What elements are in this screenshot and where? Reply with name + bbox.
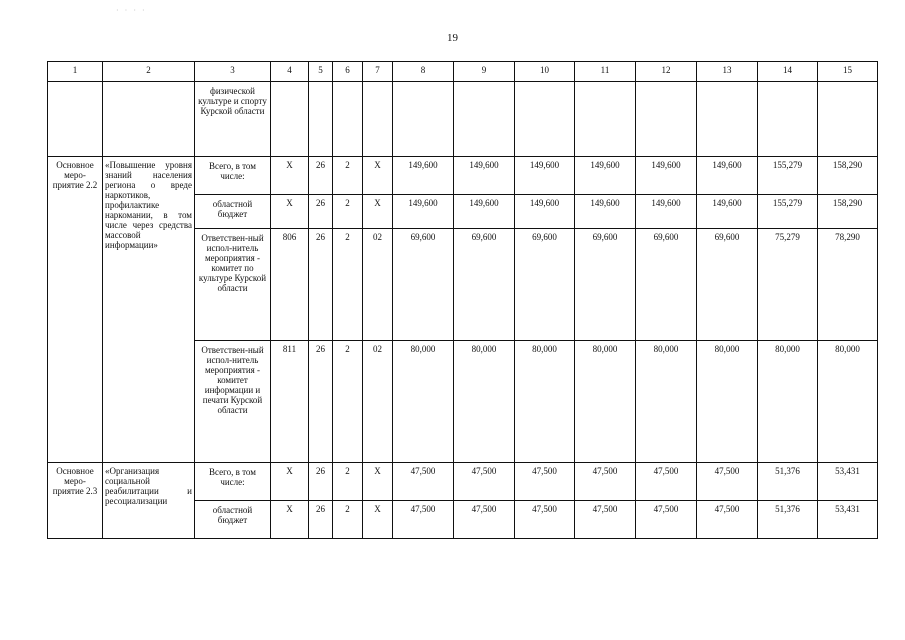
header-cell: 12 [636, 62, 697, 82]
funding-source-cell: Всего, в том числе: [195, 463, 271, 501]
code-cell: 2 [333, 463, 363, 501]
amount-cell: 80,000 [454, 341, 515, 463]
funding-source-cell: областной бюджет [195, 195, 271, 229]
table-cell [515, 82, 575, 157]
table-row [48, 157, 878, 195]
table-row [48, 463, 878, 501]
amount-cell: 149,600 [636, 157, 697, 195]
code-cell: X [271, 157, 309, 195]
amount-cell: 80,000 [575, 341, 636, 463]
code-cell: 26 [309, 157, 333, 195]
measure-name-text: «Повышение уровня знаний населения региона о вреде наркотиков, профилактике наркомании, в том числе через средства массовой информации» [105, 160, 192, 250]
amount-cell: 47,500 [454, 463, 515, 501]
amount-cell: 155,279 [758, 195, 818, 229]
code-cell: 2 [333, 341, 363, 463]
table-row [48, 82, 878, 157]
measure-number-cell: Основное меро-приятие 2.3 [48, 463, 103, 539]
amount-cell: 80,000 [393, 341, 454, 463]
code-cell: X [363, 195, 393, 229]
code-cell: 2 [333, 501, 363, 539]
header-cell: 5 [309, 62, 333, 82]
table-body [48, 62, 878, 539]
amount-cell: 69,600 [636, 229, 697, 341]
amount-cell: 47,500 [454, 501, 515, 539]
header-cell: 14 [758, 62, 818, 82]
header-cell: 3 [195, 62, 271, 82]
code-cell: 26 [309, 501, 333, 539]
funding-source-cell: областной бюджет [195, 501, 271, 539]
amount-cell: 53,431 [818, 463, 878, 501]
budget-table [47, 61, 878, 539]
amount-cell: 51,376 [758, 501, 818, 539]
code-cell: 806 [271, 229, 309, 341]
code-cell: X [363, 463, 393, 501]
amount-cell: 80,000 [818, 341, 878, 463]
amount-cell: 69,600 [454, 229, 515, 341]
table-cell [363, 82, 393, 157]
amount-cell: 75,279 [758, 229, 818, 341]
code-cell: 26 [309, 229, 333, 341]
amount-cell: 47,500 [515, 501, 575, 539]
amount-cell: 149,600 [393, 157, 454, 195]
header-cell: 13 [697, 62, 758, 82]
table-cell [758, 82, 818, 157]
table-cell [271, 82, 309, 157]
page-number: 19 [447, 32, 458, 44]
code-cell: X [271, 463, 309, 501]
amount-cell: 80,000 [636, 341, 697, 463]
scan-mark: · · · · [116, 6, 147, 15]
amount-cell: 149,600 [515, 195, 575, 229]
amount-cell: 80,000 [758, 341, 818, 463]
table-header-row [48, 62, 878, 82]
amount-cell: 47,500 [697, 463, 758, 501]
table-cell [103, 82, 195, 157]
amount-cell: 47,500 [393, 501, 454, 539]
header-cell: 15 [818, 62, 878, 82]
table-cell [697, 82, 758, 157]
code-cell: 2 [333, 157, 363, 195]
amount-cell: 149,600 [575, 195, 636, 229]
table-cell: физической культуре и спорту Курской области [195, 82, 271, 157]
code-cell: X [363, 501, 393, 539]
measure-name-cell [103, 463, 195, 539]
amount-cell: 149,600 [697, 195, 758, 229]
header-cell: 9 [454, 62, 515, 82]
code-cell: 811 [271, 341, 309, 463]
header-cell: 6 [333, 62, 363, 82]
code-cell: 26 [309, 195, 333, 229]
amount-cell: 149,600 [454, 195, 515, 229]
header-cell: 2 [103, 62, 195, 82]
code-cell: 02 [363, 229, 393, 341]
table-cell [48, 82, 103, 157]
amount-cell: 149,600 [636, 195, 697, 229]
header-cell: 4 [271, 62, 309, 82]
amount-cell: 78,290 [818, 229, 878, 341]
table-cell [575, 82, 636, 157]
table-cell [333, 82, 363, 157]
amount-cell: 47,500 [515, 463, 575, 501]
code-cell: 2 [333, 229, 363, 341]
header-cell: 8 [393, 62, 454, 82]
code-cell: 2 [333, 195, 363, 229]
amount-cell: 158,290 [818, 157, 878, 195]
table-cell [454, 82, 515, 157]
table-cell [818, 82, 878, 157]
amount-cell: 149,600 [515, 157, 575, 195]
amount-cell: 69,600 [515, 229, 575, 341]
amount-cell: 69,600 [697, 229, 758, 341]
code-cell: 26 [309, 463, 333, 501]
amount-cell: 53,431 [818, 501, 878, 539]
table-cell [393, 82, 454, 157]
code-cell: 26 [309, 341, 333, 463]
amount-cell: 51,376 [758, 463, 818, 501]
amount-cell: 47,500 [697, 501, 758, 539]
amount-cell: 69,600 [575, 229, 636, 341]
amount-cell: 149,600 [454, 157, 515, 195]
amount-cell: 149,600 [697, 157, 758, 195]
code-cell: X [363, 157, 393, 195]
amount-cell: 47,500 [393, 463, 454, 501]
amount-cell: 158,290 [818, 195, 878, 229]
funding-source-cell: Ответствен-ный испол-нитель мероприятия - комитет информации и печати Курской области [195, 341, 271, 463]
measure-number-cell: Основное меро-приятие 2.2 [48, 157, 103, 463]
header-cell: 1 [48, 62, 103, 82]
code-cell: 02 [363, 341, 393, 463]
table-cell [636, 82, 697, 157]
amount-cell: 155,279 [758, 157, 818, 195]
funding-source-cell: Всего, в том числе: [195, 157, 271, 195]
amount-cell: 149,600 [575, 157, 636, 195]
header-cell: 11 [575, 62, 636, 82]
measure-name-text: «Организация социальной реабилитации и ресоциализации [105, 466, 192, 506]
table-cell [309, 82, 333, 157]
amount-cell: 80,000 [515, 341, 575, 463]
amount-cell: 80,000 [697, 341, 758, 463]
header-cell: 7 [363, 62, 393, 82]
amount-cell: 47,500 [636, 501, 697, 539]
measure-name-cell [103, 157, 195, 463]
amount-cell: 47,500 [575, 463, 636, 501]
code-cell: X [271, 195, 309, 229]
funding-source-cell: Ответствен-ный испол-нитель мероприятия - комитет по культуре Курской области [195, 229, 271, 341]
amount-cell: 47,500 [575, 501, 636, 539]
amount-cell: 47,500 [636, 463, 697, 501]
code-cell: X [271, 501, 309, 539]
amount-cell: 149,600 [393, 195, 454, 229]
amount-cell: 69,600 [393, 229, 454, 341]
header-cell: 10 [515, 62, 575, 82]
